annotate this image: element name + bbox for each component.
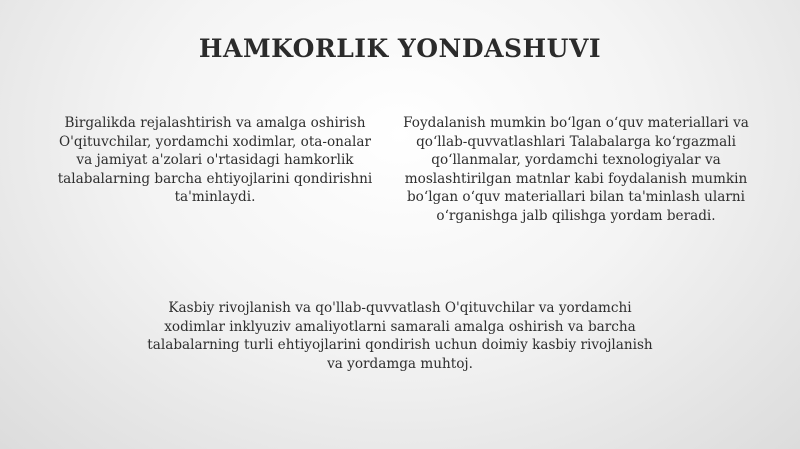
left-text-block: Birgalikda rejalashtirish va amalga oshirish O'qituvchilar, yordamchi xodimlar, ota-onalar va jamiyat a'zolari o'rtasidagi hamkorlik talabalarning barcha ehtiyojlarini qondirishni ta'minlaydi. [57,115,373,205]
right-text-block: Foydalanish mumkin boʻlgan oʻquv materiallari va qoʻllab-quvvatlashlari Talabalarga koʻrgazmali qoʻllanmalar, yordamchi texnologiyalar va moslashtirilgan matnlar kabi foydalanish mumkin boʻlgan oʻquv materiallari bilan ta'minlash ularni oʻrganishga jalb qilishga yordam beradi. [403,115,749,224]
bottom-text-block: Kasbiy rivojlanish va qo'llab-quvvatlash O'qituvchilar va yordamchi xodimlar inklyuziv amaliyotlarni samarali amalga oshirish va barcha talabalarning turli ehtiyojlarini qondirish uchun doimiy kasbiy rivojlanish va yordamga muhtoj. [147,300,653,372]
slide-title: HAMKORLIK YONDASHUVI [198,34,602,63]
